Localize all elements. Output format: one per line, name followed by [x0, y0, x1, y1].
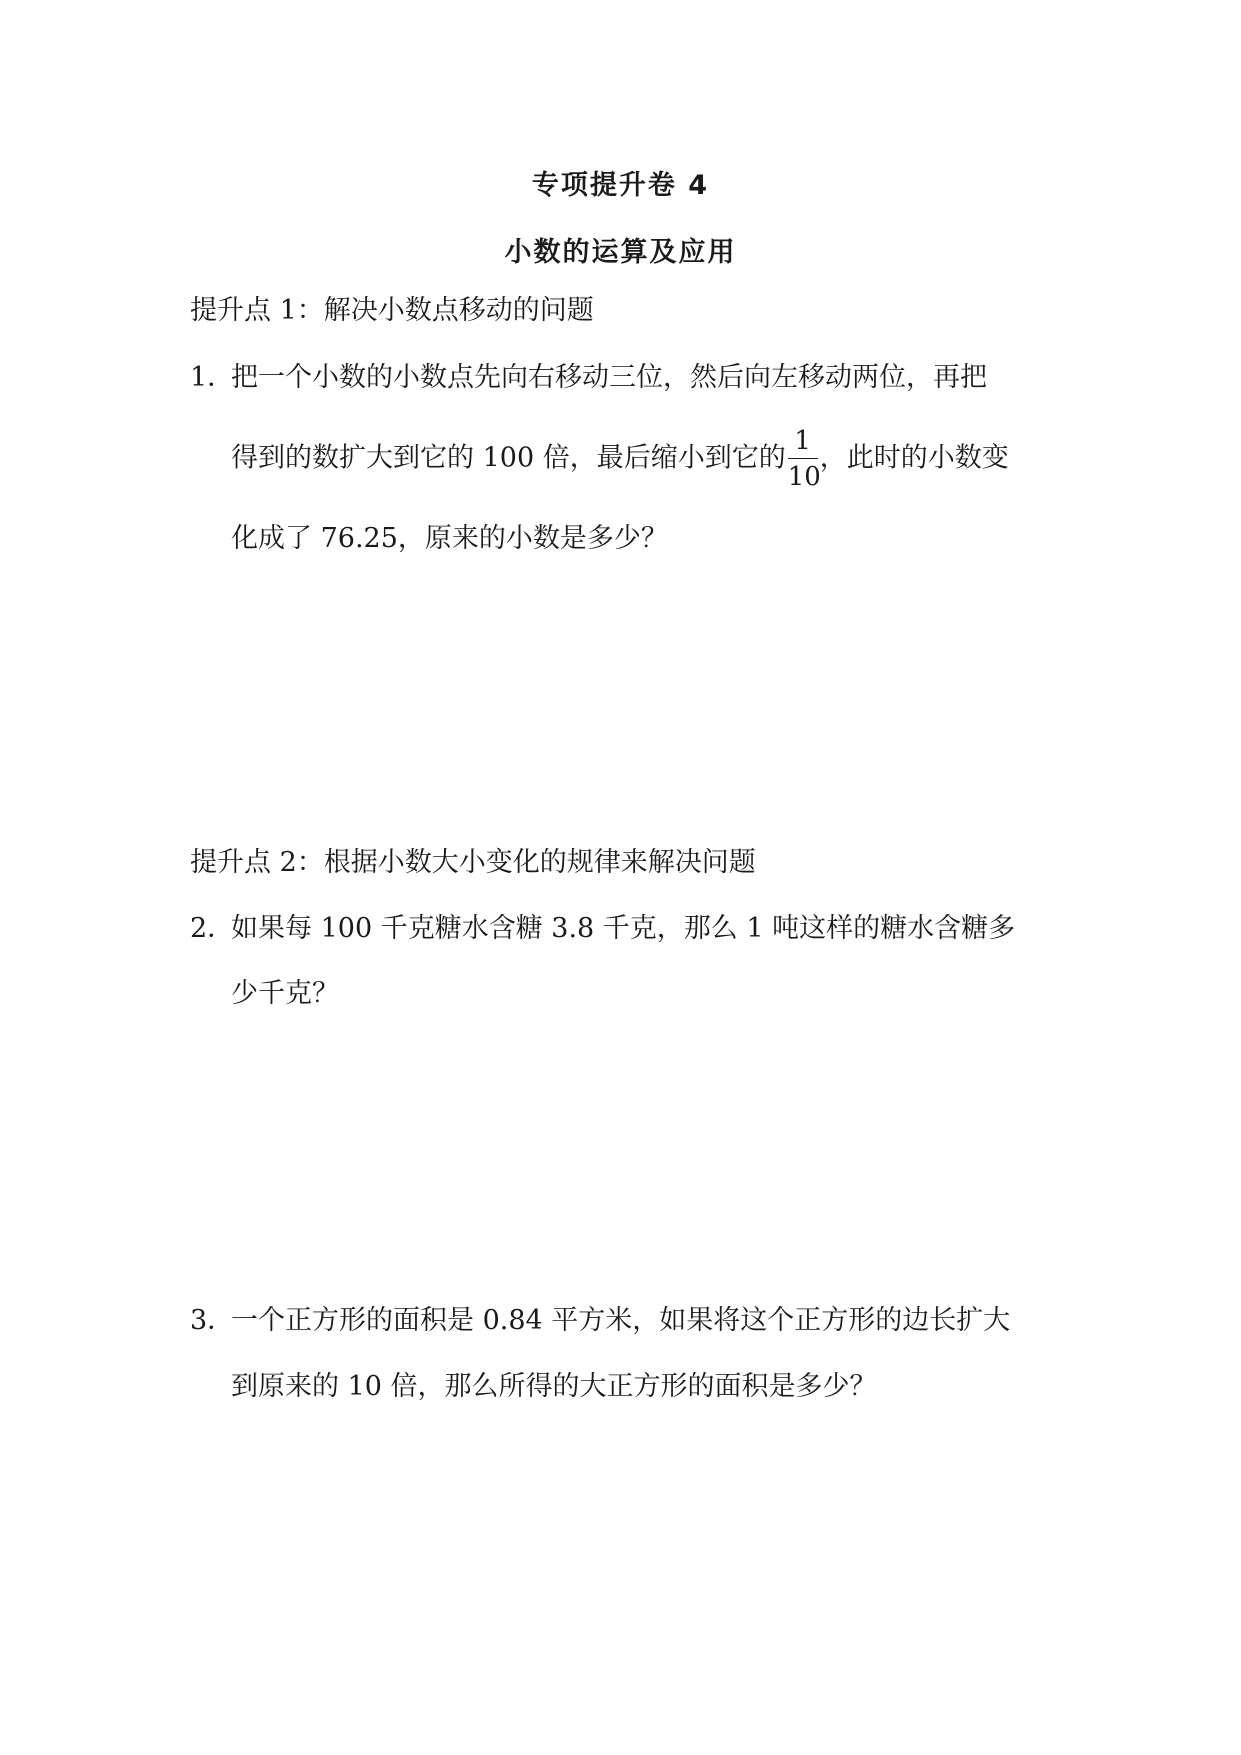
page-title: 专项提升卷 4 [531, 170, 710, 201]
question-1-text-1: 把一个小数的小数点先向右移动三位，然后向左移动两位，再把 [231, 362, 987, 393]
question-1-line-2 [231, 428, 1009, 490]
page-subtitle: 小数的运算及应用 [504, 237, 737, 268]
section-heading-1: 提升点 1：解决小数点移动的问题 [190, 295, 594, 326]
question-1-text-2b: ，此时的小数变 [819, 442, 1009, 474]
question-3-text-1: 一个正方形的面积是 0.84 平方米，如果将这个正方形的边长扩大 [231, 1305, 1011, 1336]
question-1-line-3 [231, 525, 668, 552]
fraction-bar [788, 458, 818, 459]
question-1-number: 1． [190, 362, 235, 393]
question-2-text-2: 少千克？ [231, 978, 339, 1009]
question-3-number: 3． [190, 1305, 235, 1336]
question-2-number: 2． [190, 913, 235, 944]
question-1-text-3: 化成了 76.25，原来的小数是多少？ [231, 523, 668, 554]
section-heading-2: 提升点 2：根据小数大小变化的规律来解决问题 [190, 847, 756, 878]
question-3-line-1 [190, 1307, 1010, 1334]
question-3-line-2 [231, 1373, 877, 1400]
question-1-line-1 [190, 364, 987, 391]
question-3-text-2: 到原来的 10 倍，那么所得的大正方形的面积是多少？ [231, 1371, 877, 1402]
question-1-text-2a: 得到的数扩大到它的 100 倍，最后缩小到它的 [231, 442, 786, 474]
fraction-numerator: 1 [794, 426, 811, 456]
question-2-text-1: 如果每 100 千克糖水含糖 3.8 千克，那么 1 吨这样的糖水含糖多 [231, 913, 1016, 944]
fraction-one-tenth [787, 426, 821, 492]
fraction-denominator: 10 [787, 462, 821, 492]
question-2-line-1 [190, 915, 1015, 942]
question-2-line-2 [231, 980, 339, 1007]
